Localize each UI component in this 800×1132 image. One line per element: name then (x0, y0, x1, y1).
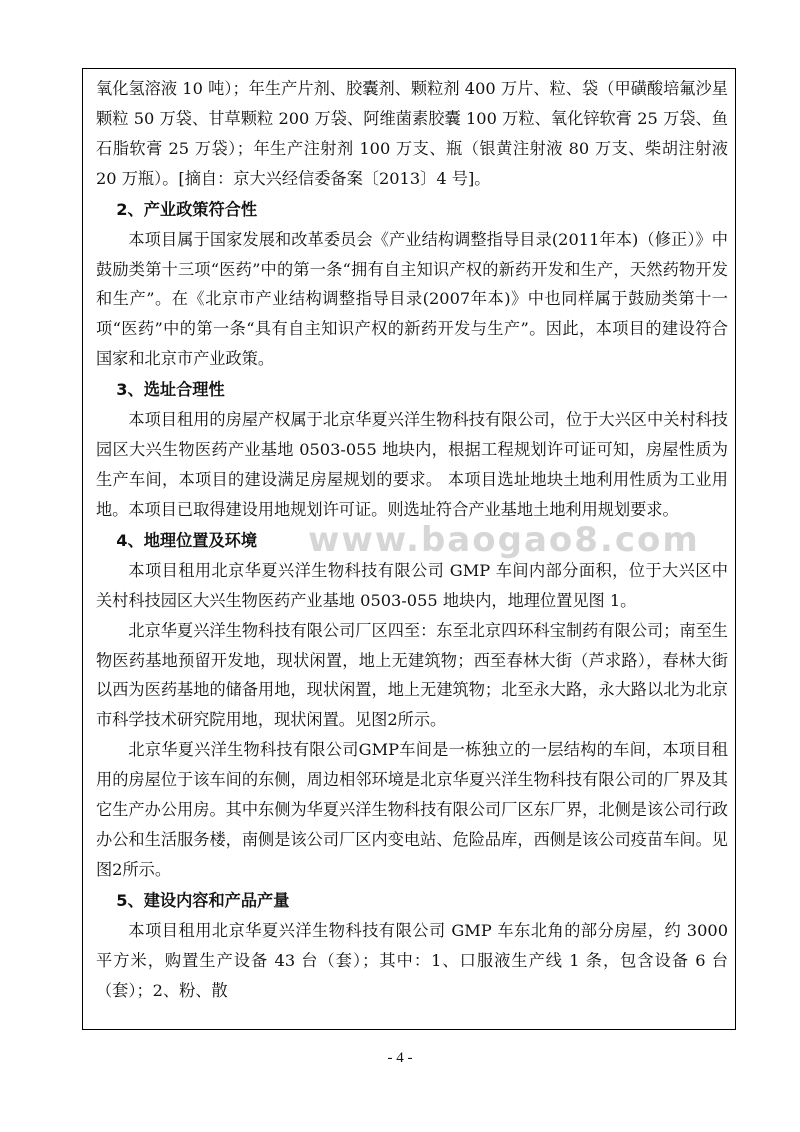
section-heading-policy: 2、产业政策符合性 (116, 199, 258, 219)
paragraph-continued: 氧化氢溶液 10 吨）；年生产片剂、胶囊剂、颗粒剂 400 万片、粒、袋（甲磺酸培氟沙星颗粒 50 万袋、甘草颗粒 200 万袋、阿维菌素胶囊 100 万粒、氧化锌软膏 25 万袋、鱼石脂软膏 25 万袋）；年生产注射剂 100 万支、瓶（银黄注射液 80 万支、柴胡注射液 20 万瓶）。[摘自：京大兴经信委备案〔2013〕4 号]。 (96, 79, 728, 188)
section-heading-construction: 5、建设内容和产品产量 (116, 890, 290, 910)
section-heading-site: 3、选址合理性 (116, 380, 225, 400)
document-body (96, 74, 728, 1005)
paragraph: 本项目租用北京华夏兴洋生物科技有限公司 GMP 车东北角的部分房屋，约 3000 平方米，购置生产设备 43 台（套）；其中：1、口服液生产线 1 条，包含设备 6 台（套）；2、粉、散 (96, 920, 728, 1000)
page-number: - 4 - (387, 1050, 413, 1066)
paragraph: 本项目租用北京华夏兴洋生物科技有限公司 GMP 车间内部分面积，位于大兴区中关村科技园区大兴生物医药产业基地 0503-055 地块内，地理位置见图 1。 (96, 560, 728, 610)
watermark: www.baogao8.com (308, 520, 700, 560)
paragraph: 本项目租用的房屋产权属于北京华夏兴洋生物科技有限公司，位于大兴区中关村科技园区大兴生物医药产业基地 0503-055 地块内，根据工程规划许可证可知，房屋性质为生产车间，本项目的建设满足房屋规划的要求。 本项目选址地块土地利用性质为工业用地。本项目已取得建设用地规划许可证。则选址符合产业基地土地利用规划要求。 (96, 410, 728, 519)
paragraph: 本项目属于国家发展和改革委员会《产业结构调整指导目录(2011年本)（修正）》中鼓励类第十三项“医药”中的第一条“拥有自主知识产权的新药开发和生产，天然药物开发和生产”。在《北京市产业结构调整指导目录(2007年本)》中也同样属于鼓励类第十一项“医药”中的第一条“具有自主知识产权的新药开发与生产”。因此，本项目的建设符合国家和北京市产业政策。 (96, 229, 728, 369)
paragraph: 北京华夏兴洋生物科技有限公司GMP车间是一栋独立的一层结构的车间，本项目租用的房屋位于该车间的东侧，周边相邻环境是北京华夏兴洋生物科技有限公司的厂界及其它生产办公用房。其中东侧为华夏兴洋生物科技有限公司厂区东厂界，北侧是该公司行政办公和生活服务楼，南侧是该公司厂区内变电站、危险品库，西侧是该公司疫苗车间。见图2所示。 (96, 740, 728, 879)
paragraph: 北京华夏兴洋生物科技有限公司厂区四至：东至北京四环科宝制药有限公司；南至生物医药基地预留开发地，现状闲置，地上无建筑物；西至春林大街（芦求路），春林大街以西为医药基地的储备用地，现状闲置，地上无建筑物；北至永大路，永大路以北为北京市科学技术研究院用地，现状闲置。见图2所示。 (96, 620, 728, 730)
section-heading-location: 4、地理位置及环境 (116, 530, 258, 550)
